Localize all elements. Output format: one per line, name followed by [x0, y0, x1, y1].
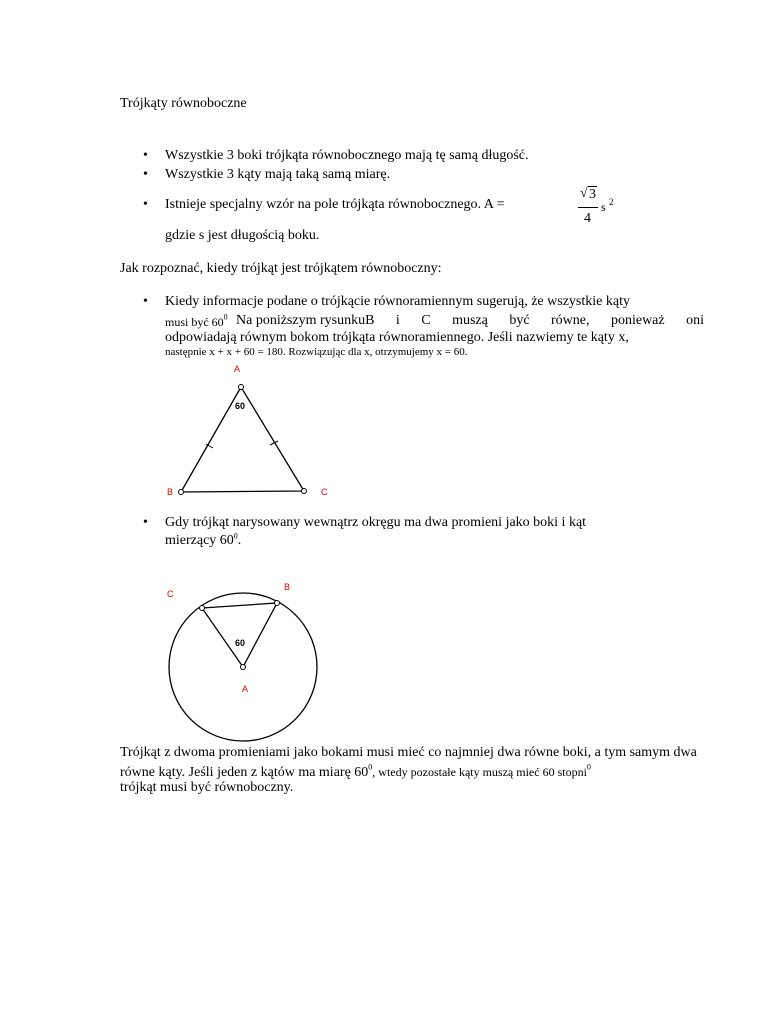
- formula-note: gdzie s jest długością boku.: [165, 228, 320, 243]
- case1-line1: Kiedy informacje podane o trójkącie równoramiennym sugerują, że wszystkie kąty: [165, 294, 630, 309]
- bullet-icon: •: [143, 294, 148, 309]
- formula-root: 3: [589, 187, 596, 202]
- point-c-label: C: [167, 589, 174, 599]
- formula-variable: s: [601, 200, 606, 214]
- bullet-icon: •: [143, 197, 148, 212]
- vertex-c-label: C: [321, 487, 328, 497]
- conclusion-line2: równe kąty. Jeśli jeden z kątów ma miarę $60^0$, wtedy pozostałe kąty muszą mieć 60 stopni$^0$: [120, 762, 591, 780]
- point-b: [275, 601, 280, 606]
- property-angles: Wszystkie 3 kąty mają taką samą miarę.: [165, 167, 391, 182]
- property-sides: Wszystkie 3 boki trójkąta równobocznego mają tę samą długość.: [165, 148, 529, 163]
- formula-denominator: 4: [584, 211, 591, 226]
- property-area: Istnieje specjalny wzór na pole trójkąta równobocznego. A =: [165, 197, 505, 212]
- point-a-label: A: [242, 684, 249, 694]
- point-a-center: [241, 665, 246, 670]
- case1-line2-justified: Na poniższym rysunkuB i C muszą być równe, ponieważ oni: [236, 313, 704, 328]
- point-b-label: B: [284, 582, 291, 592]
- page-title: Trójkąty równoboczne: [120, 96, 247, 111]
- angle-label: 60: [235, 401, 246, 411]
- angle-label: 60: [235, 638, 246, 648]
- vertex-b-label: B: [167, 487, 174, 497]
- sqrt-icon: √: [580, 186, 588, 201]
- case2-line1: Gdy trójkąt narysowany wewnątrz okręgu ma dwa promieni jako boki i kąt: [165, 515, 587, 530]
- bullet-icon: •: [143, 148, 148, 163]
- case1-line2-start: musi być $60^0$: [165, 312, 228, 329]
- case1-line4: następnie x + x + 60 = 180. Rozwiązując dla x, otrzymujemy x = 60.: [165, 346, 468, 358]
- bullet-icon: •: [143, 515, 148, 530]
- recognition-question: Jak rozpoznać, kiedy trójkąt jest trójkątem równoboczny:: [120, 261, 442, 276]
- inscribed-triangle: [202, 603, 277, 667]
- case1-line3: odpowiadają równym bokom trójkąta równoramiennego. Jeśli nazwiemy te kąty x,: [165, 330, 629, 345]
- conclusion-line1: Trójkąt z dwoma promieniami jako bokami musi mieć co najmniej dwa równe boki, a tym samym dwa: [120, 745, 697, 760]
- conclusion-line3: trójkąt musi być równoboczny.: [120, 780, 294, 795]
- case2-line2: mierzący $60^0$.: [165, 531, 242, 548]
- vertex-a-label: A: [234, 364, 241, 374]
- point-c: [200, 606, 205, 611]
- formula-exponent: 2: [609, 197, 614, 207]
- bullet-icon: •: [143, 167, 148, 182]
